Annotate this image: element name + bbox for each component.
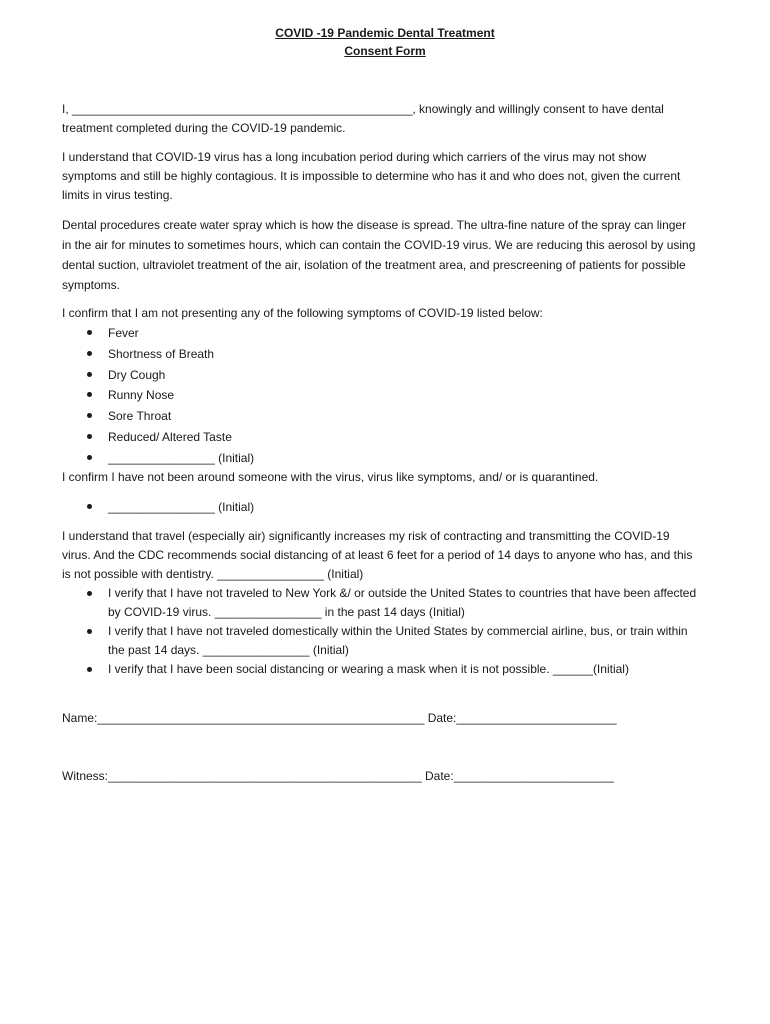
list-item: Fever bbox=[62, 323, 698, 344]
list-item: Reduced/ Altered Taste bbox=[62, 427, 698, 448]
symptom-list bbox=[62, 323, 698, 469]
verify-travel-international[interactable]: I verify that I have not traveled to New York &/ or outside the United States to countries that have been affected by COVID-19 virus. ________________ in the past 14 days (Initial) bbox=[62, 584, 698, 621]
consent-paragraph: I, ___________________________________________________, knowingly and willingly consent to have dental treatment completed during the COVID-19 pandemic. bbox=[62, 102, 664, 135]
form-subtitle: Consent Form bbox=[344, 44, 426, 58]
list-item: Dry Cough bbox=[62, 365, 698, 386]
verify-travel-domestic[interactable]: I verify that I have not traveled domestically within the United States by commercial airline, bus, or train within the past 14 days. ________________ (Initial) bbox=[62, 622, 698, 659]
name-date-line[interactable]: Name:_________________________________________________ Date:________________________ bbox=[62, 711, 617, 725]
exposure-list bbox=[62, 497, 698, 518]
list-item: Shortness of Breath bbox=[62, 344, 698, 365]
list-item: Sore Throat bbox=[62, 406, 698, 427]
symptoms-intro: I confirm that I am not presenting any of the following symptoms of COVID-19 listed below: bbox=[62, 306, 543, 320]
exposure-paragraph: I confirm I have not been around someone with the virus, virus like symptoms, and/ or is quarantined. bbox=[62, 470, 599, 484]
form-title: COVID -19 Pandemic Dental Treatment bbox=[275, 26, 495, 40]
incubation-paragraph: I understand that COVID-19 virus has a long incubation period during which carriers of the virus may not show symptoms and still be highly contagious. It is impossible to determine who has it and who does not, given the current limits in virus testing. bbox=[62, 150, 681, 202]
travel-paragraph: I understand that travel (especially air) significantly increases my risk of contracting and transmitting the COVID-19 virus. And the CDC recommends social distancing of at least 6 feet for a period of 14 days to anyone who has, and this is not possible with dentistry. ________________ (Initial) bbox=[62, 529, 693, 581]
witness-date-line[interactable]: Witness:_______________________________________________ Date:________________________ bbox=[62, 769, 614, 783]
verify-social-distancing[interactable]: I verify that I have been social distancing or wearing a mask when it is not possible. ______(Initial) bbox=[62, 660, 698, 679]
list-item: Runny Nose bbox=[62, 385, 698, 406]
symptoms-initial-field[interactable]: ________________ (Initial) bbox=[62, 448, 698, 469]
verification-list bbox=[62, 584, 698, 679]
exposure-initial-field[interactable]: ________________ (Initial) bbox=[62, 497, 698, 518]
water-spray-paragraph: Dental procedures create water spray which is how the disease is spread. The ultra-fine nature of the spray can linger in the air for minutes to sometimes hours, which can contain the COVID-19 virus. We are reducing this aerosol by using dental suction, ultraviolet treatment of the air, isolation of the treatment area, and prescreening of patients for possible symptoms. bbox=[62, 218, 696, 292]
